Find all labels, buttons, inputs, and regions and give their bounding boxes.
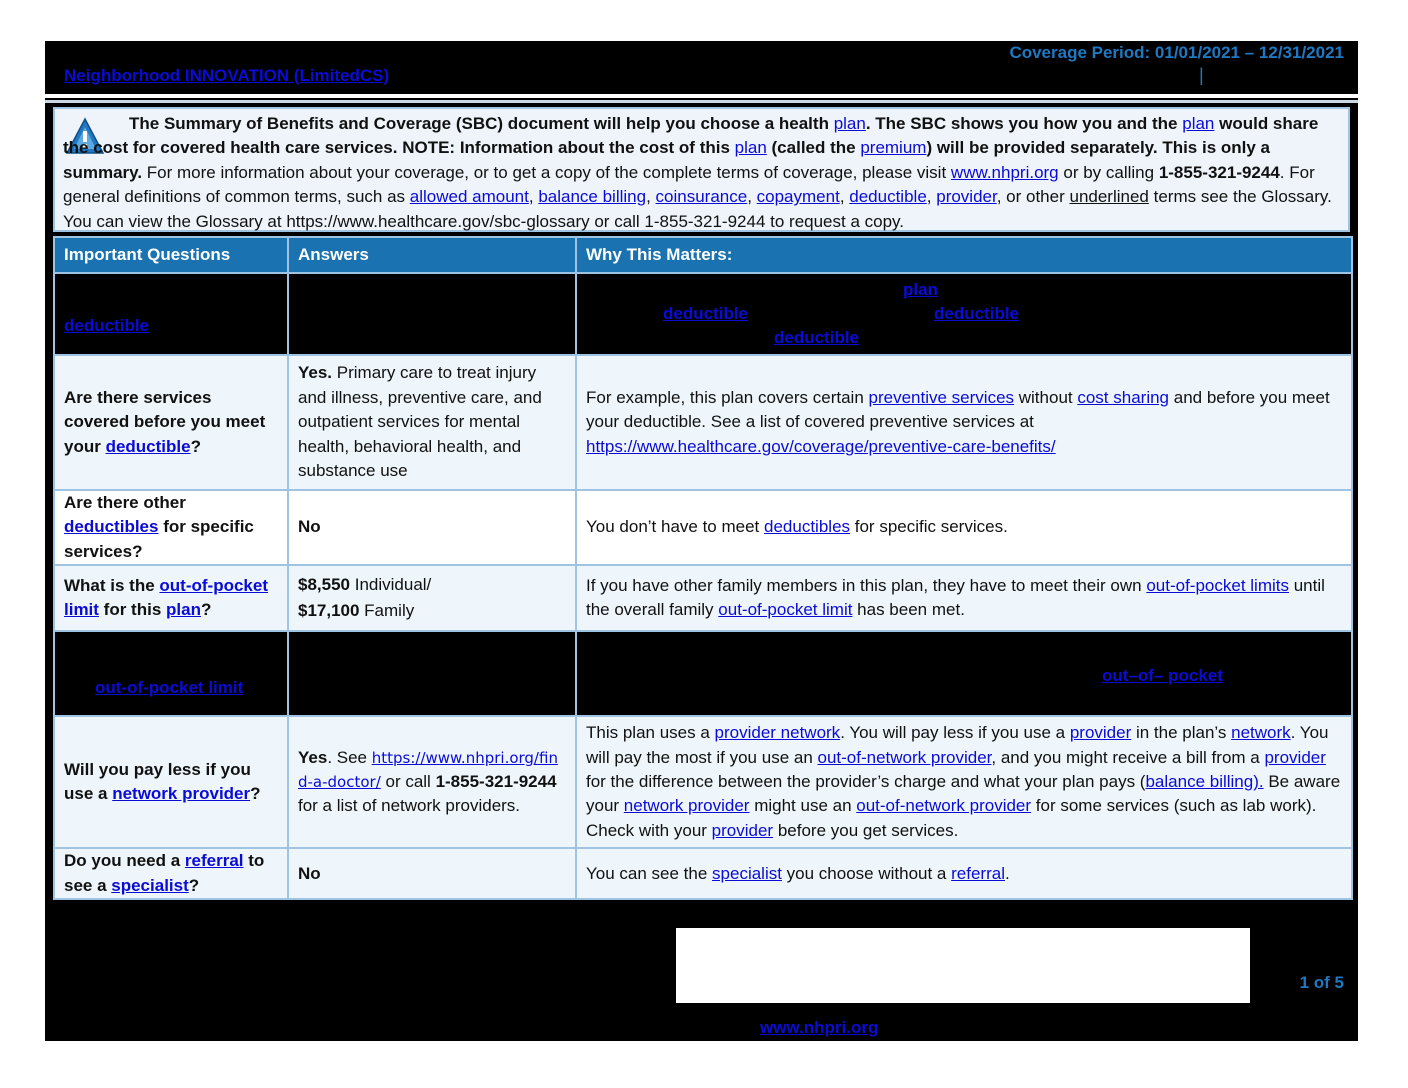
answer-bold: $8,550 [298,575,350,595]
benefits-table [53,236,1353,900]
link-copayment[interactable]: copayment [756,187,840,207]
table-row [54,355,1352,490]
link-allowed-amount[interactable]: allowed amount [409,187,529,207]
intro-box [53,107,1350,232]
answer-phone: 1-855-321-9244 [435,772,557,792]
question-text: for specific services? [64,517,254,561]
link-cost-sharing[interactable]: cost sharing [1077,387,1170,407]
why-text: . You will pay less if you use a [840,723,1070,743]
link-network[interactable]: network [1231,723,1291,743]
intro-text-1: For more information about your coverage, or to get a copy of the complete terms of coverage, please visit [142,162,951,182]
link-balance-billing[interactable]: balance billing). [1145,772,1264,792]
table-row [54,631,1352,716]
why-text: might use an [749,796,857,816]
link-network-provider[interactable]: network provider [623,796,750,816]
header [45,41,1358,94]
intro-text-3: . For general definitions of common terms, such as [63,162,1315,207]
link-preventive-care-benefits[interactable]: https://www.healthcare.gov/coverage/preventive-care-benefits/ [586,436,1056,456]
link-website[interactable]: www.nhpri.org [950,162,1059,182]
table-row [54,273,1352,355]
why-text: has been met. [852,600,965,620]
link-deductible[interactable]: deductible [774,328,860,347]
plan-name-link[interactable]: Neighborhood INNOVATION (LimitedCS) [64,66,390,85]
why-text: and before you meet your deductible. See a list of covered preventive services at [586,387,1330,432]
answer-cell [288,631,576,716]
answer-bold: $17,100 [298,601,360,621]
question-text: Will you pay less if you use a [64,759,251,804]
why-cell [576,848,1352,899]
link-deductible[interactable]: deductible [663,304,749,323]
intro-underlined: underlined [1069,187,1149,207]
question-cell [54,355,288,490]
link-out-of-pocket-limit[interactable]: out-of-pocket limit [718,600,853,620]
table-row [54,490,1352,565]
col-header-questions: Important Questions [54,237,288,273]
why-text: This plan uses a [586,723,715,743]
question-text: ? [190,436,201,456]
why-cell [576,355,1352,490]
separator: , [926,187,937,207]
question-cell [54,490,288,565]
link-deductibles[interactable]: deductibles [64,517,159,537]
why-cell [576,631,1352,716]
link-out-of-pocket-limit[interactable]: out-of-pocket limit [95,678,244,698]
answer-text: . See [327,747,372,767]
answer-cell [288,565,576,631]
answer-text: Family [359,601,415,621]
header-rule [45,94,1358,98]
why-text: , and you might receive a bill from a [991,747,1265,767]
why-text: in the plan’s [1131,723,1232,743]
intro-bold-2: . The SBC shows you how you and the [865,114,1183,133]
intro-bold-5: ) will be provided separately. This is only a summary. [63,138,1271,182]
intro-phone: 1-855-321-9244 [1158,162,1280,182]
link-deductible[interactable]: deductible [849,187,927,207]
link-plan[interactable]: plan [166,600,201,620]
why-text: You don’t have to meet [586,517,765,537]
link-provider-network[interactable]: provider network [714,723,841,743]
question-cell [54,273,288,355]
intro-bold-1: The Summary of Benefits and Coverage (SBC) document will help you choose a health [129,114,834,133]
why-text: If you have other family members in this plan, they have to meet their own [586,575,1147,595]
why-text: for specific services. [850,517,1008,537]
link-specialist[interactable]: specialist [712,863,782,883]
answer-bold: Yes [298,747,328,767]
link-out-of-pocket-limits[interactable]: out-of-pocket limits [1146,575,1289,595]
coverage-period: Coverage Period: 01/01/2021 – 12/31/2021 [1009,43,1344,62]
why-text: until the overall family [586,575,1325,620]
separator: , [747,187,757,207]
link-referral[interactable]: referral [951,863,1005,883]
table-row [54,565,1352,631]
table-header-row [54,237,1352,273]
col-header-why: Why This Matters: [576,237,1352,273]
link-plan[interactable]: plan [734,138,767,158]
answer-text: for a list of network providers. [298,796,521,816]
why-cell [576,716,1352,848]
intro-text-4: , or other [996,187,1070,207]
link-provider[interactable]: provider [1264,747,1326,767]
answer-text: Individual/ [350,575,432,595]
why-cell [576,273,1352,355]
separator: , [839,187,850,207]
intro-bold-4: (called the [766,138,861,158]
table-row [54,716,1352,848]
why-text: before you get services. [773,820,959,840]
header-rule-secondary [45,100,1358,103]
link-specialist[interactable]: specialist [111,875,189,895]
intro-text-2: or by calling [1058,162,1159,182]
link-out-of-network-provider[interactable]: out-of-network provider [856,796,1032,816]
link-premium[interactable]: premium [860,138,927,158]
answer-cell [288,273,576,355]
answer-cell [288,355,576,490]
question-text: Are there services covered before you meet your [64,387,266,456]
why-text: Be aware your [586,772,1341,816]
question-text: Do you need a [64,851,185,871]
document-page [45,41,1358,1041]
link-deductible[interactable]: deductible [105,436,191,456]
link-coinsurance[interactable]: coinsurance [655,187,748,207]
separator: , [646,187,656,207]
link-plan[interactable]: plan [1182,114,1215,133]
question-text: for this [98,600,167,620]
table-row [54,848,1352,899]
why-text: . You will pay the most if you use an [586,723,1329,767]
answer-text: or call [380,772,436,792]
question-cell [54,565,288,631]
why-text: for the difference between the provider’s charge and what your plan pays ( [586,772,1146,792]
link-referral[interactable]: referral [184,851,244,871]
page-number: 1 of 5 [1299,973,1344,992]
intro-text [63,112,1341,234]
question-cell [54,716,288,848]
intro-text-5: terms see the Glossary. You can view the Glossary at https://www.healthcare.gov/sbc-glossary or call 1-855-321-9244 to request a copy. [63,187,1332,231]
answer-cell: No [288,490,576,565]
header-separator: | [1199,65,1204,85]
question-text: Are there other [64,493,186,512]
separator: , [528,187,539,207]
link-balance-billing[interactable]: balance billing [538,187,647,207]
question-text: ? [250,784,261,804]
question-text: ? [200,600,212,620]
col-header-answers: Answers [288,237,576,273]
question-text: to see a [64,851,265,895]
link-out-of-pocket[interactable]: out–of– pocket [1102,666,1223,686]
question-cell [54,631,288,716]
why-text: for some services (such as lab work). Check with your [586,796,1317,840]
why-text: . [1004,863,1010,883]
question-text: What is the [64,575,160,595]
footer-website-link[interactable]: www.nhpri.org [760,1018,879,1037]
link-provider[interactable]: provider [1069,723,1132,743]
link-provider[interactable]: provider [936,187,997,207]
answer-cell: No [288,848,576,899]
intro-bold-3: would share the cost for covered health care services. NOTE: Information about the cost of this [63,114,1319,158]
why-cell [576,490,1352,565]
link-plan[interactable]: plan [833,114,866,133]
why-cell [576,565,1352,631]
link-deductibles[interactable]: deductibles [764,517,851,537]
answer-cell [288,716,576,848]
link-plan[interactable]: plan [903,280,938,299]
answer-text: Primary care to treat injury and illness, preventive care, and outpatient services for mental health, behavioral health, and substance use [298,363,542,481]
link-out-of-network-provider[interactable]: out-of-network provider [817,747,992,767]
footer-white-box [676,928,1250,1003]
link-deductible[interactable]: deductible [934,304,1020,323]
why-text: without [1014,387,1078,407]
why-text: You can see the [586,863,713,883]
link-network-provider[interactable]: network provider [112,784,251,804]
link-deductible[interactable]: deductible [64,316,150,335]
question-text: ? [188,875,200,895]
answer-bold: Yes. [298,363,333,383]
why-text: you choose without a [781,863,952,883]
why-text: For example, this plan covers certain [586,387,869,407]
link-out-of-pocket-limit[interactable]: out-of-pocket limit [64,575,268,620]
link-provider[interactable]: provider [711,820,774,840]
link-find-a-doctor[interactable]: https://www.nhpri.org/find-a-doctor/ [298,748,558,792]
link-preventive-services[interactable]: preventive services [868,387,1015,407]
question-cell [54,848,288,899]
